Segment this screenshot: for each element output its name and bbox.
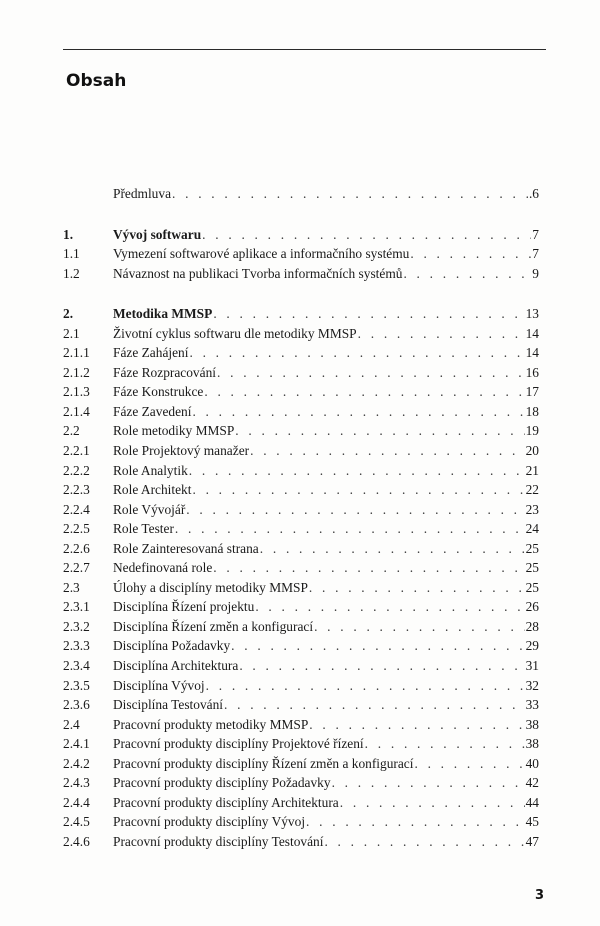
toc-entry-number: 2.4.2 xyxy=(63,755,90,771)
toc-entry-title: Disciplína Vývoj xyxy=(113,677,205,693)
toc-entry-title: Pracovní produkty disciplíny Testování xyxy=(113,833,324,849)
toc-entry[interactable] xyxy=(63,793,539,813)
toc-entry[interactable] xyxy=(63,617,539,637)
toc-entry-number: 2.2.1 xyxy=(63,443,90,459)
toc-entry-title: Disciplína Testování xyxy=(113,697,224,713)
toc-entry-page: 20 xyxy=(525,443,539,459)
toc-entry-number: 2.3.4 xyxy=(63,658,90,674)
toc-entry-title: Role Vývojář xyxy=(113,501,186,517)
toc-entry-number: 2.4.3 xyxy=(63,775,90,791)
toc-leader-dots xyxy=(324,832,524,852)
toc-entry-page: .6 xyxy=(528,186,539,201)
toc-entry-number: 2.4.4 xyxy=(63,794,90,810)
toc-entry-page: 38 xyxy=(525,736,539,752)
toc-leader-dots xyxy=(192,402,524,422)
toc-entry[interactable] xyxy=(63,832,539,852)
toc-entry[interactable] xyxy=(63,636,539,656)
toc-entry[interactable] xyxy=(63,519,539,539)
toc-entry-page: 32 xyxy=(525,677,539,693)
toc-entry-number: 2.4.1 xyxy=(63,736,90,752)
toc-entry-page: 28 xyxy=(525,618,539,634)
toc-leader-dots xyxy=(175,519,525,539)
toc-entry[interactable] xyxy=(63,578,539,598)
toc-entry-title: Návaznost na publikaci Tvorba informačních systémů xyxy=(113,265,403,281)
toc-leader-dots xyxy=(260,539,525,559)
toc-entry[interactable] xyxy=(63,324,539,344)
page-number: 3 xyxy=(535,888,545,903)
toc-entry-title: Fáze Konstrukce xyxy=(113,384,204,400)
table-of-contents xyxy=(63,184,539,852)
toc-entry[interactable] xyxy=(63,734,539,754)
toc-entry-page: 26 xyxy=(525,599,539,615)
toc-leader-dots xyxy=(365,734,525,754)
toc-entry[interactable] xyxy=(63,480,539,500)
toc-entry-page: 47 xyxy=(525,833,539,849)
toc-entry[interactable] xyxy=(63,244,539,264)
toc-leader-dots xyxy=(332,773,525,793)
toc-entry-number: 2.3 xyxy=(63,579,80,595)
toc-entry-number: 2.3.6 xyxy=(63,697,90,713)
toc-entry[interactable] xyxy=(63,402,539,422)
toc-leader-dots xyxy=(403,264,531,284)
toc-entry-number: 2.1.4 xyxy=(63,403,90,419)
toc-entry-number: 2.4.5 xyxy=(63,814,90,830)
toc-entry-page: 38 xyxy=(525,716,539,732)
toc-entry-page: 29 xyxy=(525,638,539,654)
toc-entry-page: 17 xyxy=(525,384,539,400)
toc-leader-dots xyxy=(172,184,528,204)
toc-leader-dots xyxy=(314,617,525,637)
toc-entry[interactable] xyxy=(63,264,539,284)
toc-entry[interactable] xyxy=(63,597,539,617)
toc-leader-dots xyxy=(340,793,525,813)
toc-entry[interactable] xyxy=(63,500,539,520)
toc-entry-title: Fáze Rozpracování xyxy=(113,364,216,380)
toc-entry-title: Pracovní produkty disciplíny Vývoj xyxy=(113,814,306,830)
toc-entry-number: 2.2 xyxy=(63,423,80,439)
toc-entry-title: Pracovní produkty disciplíny Projektové řízení xyxy=(113,736,364,752)
toc-entry[interactable] xyxy=(63,184,539,204)
toc-leader-dots xyxy=(358,324,525,344)
toc-entry-number: 2.4.6 xyxy=(63,833,90,849)
toc-entry-title: Role Projektový manažer xyxy=(113,443,250,459)
toc-entry-title: Disciplína Řízení změn a konfigurací xyxy=(113,618,314,634)
toc-leader-dots xyxy=(306,812,525,832)
toc-entry[interactable] xyxy=(63,715,539,735)
toc-entry-number: 2.1.1 xyxy=(63,345,90,361)
toc-entry-number: 2.1.3 xyxy=(63,384,90,400)
toc-entry-title: Disciplína Architektura xyxy=(113,658,239,674)
toc-entry-page: 16 xyxy=(525,364,539,380)
toc-entry-title: Role Zainteresovaná strana xyxy=(113,540,259,556)
toc-entry-number: 1. xyxy=(63,226,74,242)
toc-entry-page: 14 xyxy=(525,325,539,341)
toc-entry-title: Předmluva xyxy=(113,186,172,201)
toc-entry-number: 2.3.5 xyxy=(63,677,90,693)
toc-entry-title: Vymezení softwarové aplikace a informačního systému xyxy=(113,246,410,262)
toc-leader-dots xyxy=(204,382,524,402)
toc-leader-dots xyxy=(414,754,524,774)
toc-entry[interactable] xyxy=(63,773,539,793)
toc-entry-number: 2.2.4 xyxy=(63,501,90,517)
toc-leader-dots xyxy=(189,343,524,363)
toc-entry-page: 7 xyxy=(532,246,539,262)
toc-entry[interactable] xyxy=(63,812,539,832)
toc-entry-title: Pracovní produkty disciplíny Požadavky xyxy=(113,775,331,791)
toc-entry[interactable] xyxy=(63,343,539,363)
toc-entry-page: 33 xyxy=(525,697,539,713)
toc-entry-page: 24 xyxy=(525,521,539,537)
toc-leader-dots xyxy=(250,441,525,461)
toc-entry-title: Role Analytik xyxy=(113,462,188,478)
toc-entry-number: 2.2.5 xyxy=(63,521,90,537)
toc-entry-title: Vývoj softwaru xyxy=(113,226,202,242)
toc-leader-dots xyxy=(410,244,531,264)
toc-entry-title: Nedefinovaná role xyxy=(113,560,213,576)
toc-entry-page: 42 xyxy=(525,775,539,791)
toc-entry-number: 2.2.3 xyxy=(63,482,90,498)
toc-leader-dots xyxy=(189,461,525,481)
toc-entry-title: Pracovní produkty disciplíny Architektura xyxy=(113,794,339,810)
toc-entry-title: Role metodiky MMSP xyxy=(113,423,235,439)
toc-entry-number: 2.2.2 xyxy=(63,462,90,478)
toc-entry-page: 25 xyxy=(525,579,539,595)
toc-entry[interactable] xyxy=(63,304,539,324)
toc-entry-title: Metodika MMSP xyxy=(113,306,213,322)
toc-entry[interactable] xyxy=(63,225,539,245)
toc-entry-page: 31 xyxy=(525,658,539,674)
toc-entry-page: 40 xyxy=(525,755,539,771)
toc-entry-number: 2.1 xyxy=(63,325,80,341)
toc-entry-page: 19 xyxy=(525,423,539,439)
toc-leader-dots xyxy=(231,636,524,656)
toc-entry-number: 2.1.2 xyxy=(63,364,90,380)
toc-entry-number: 2. xyxy=(63,306,74,322)
toc-entry[interactable] xyxy=(63,539,539,559)
toc-leader-dots xyxy=(213,304,524,324)
toc-entry-number: 2.2.6 xyxy=(63,540,90,556)
toc-entry[interactable] xyxy=(63,441,539,461)
toc-entry-page: 13 xyxy=(525,306,539,322)
toc-entry-title: Role Tester xyxy=(113,521,174,537)
toc-leader-dots xyxy=(192,480,524,500)
toc-leader-dots xyxy=(239,656,524,676)
toc-entry-page: 44 xyxy=(525,794,539,810)
toc-entry-number: 2.3.3 xyxy=(63,638,90,654)
toc-entry-page: 21 xyxy=(525,462,539,478)
toc-entry-page: 9 xyxy=(532,265,539,281)
toc-leader-dots xyxy=(186,500,524,520)
toc-entry[interactable] xyxy=(63,363,539,383)
toc-entry-page: 25 xyxy=(525,560,539,576)
toc-entry-title: Pracovní produkty disciplíny Řízení změn a konfigurací xyxy=(113,755,414,771)
toc-entry-title: Fáze Zavedení xyxy=(113,403,192,419)
toc-leader-dots xyxy=(224,695,525,715)
toc-entry[interactable] xyxy=(63,421,539,441)
toc-entry[interactable] xyxy=(63,676,539,696)
toc-leader-dots xyxy=(202,225,531,245)
toc-entry-page: 45 xyxy=(525,814,539,830)
toc-entry-number: 2.4 xyxy=(63,716,80,732)
toc-entry[interactable] xyxy=(63,695,539,715)
toc-leader-dots xyxy=(309,578,525,598)
toc-entry-title: Fáze Zahájení xyxy=(113,345,189,361)
toc-entry[interactable] xyxy=(63,558,539,578)
toc-entry[interactable] xyxy=(63,656,539,676)
toc-entry-page: 25 xyxy=(525,540,539,556)
toc-entry-number: 1.1 xyxy=(63,246,80,262)
toc-entry-title: Disciplína Řízení projektu xyxy=(113,599,255,615)
toc-entry-title: Úlohy a disciplíny metodiky MMSP xyxy=(113,579,308,595)
toc-entry[interactable] xyxy=(63,461,539,481)
toc-leader-dots xyxy=(235,421,524,441)
toc-leader-dots xyxy=(213,558,524,578)
toc-entry-number: 1.2 xyxy=(63,265,80,281)
toc-entry-number: 2.3.1 xyxy=(63,599,90,615)
toc-entry[interactable] xyxy=(63,754,539,774)
toc-entry-title: Disciplína Požadavky xyxy=(113,638,231,654)
toc-leader-dots xyxy=(206,676,525,696)
toc-entry-title: Životní cyklus softwaru dle metodiky MMSP xyxy=(113,325,357,341)
toc-entry-number: 2.3.2 xyxy=(63,618,90,634)
toc-entry-page: 14 xyxy=(525,345,539,361)
toc-entry-title: Role Architekt xyxy=(113,482,192,498)
toc-entry-page: 18 xyxy=(525,403,539,419)
toc-leader-dots xyxy=(309,715,524,735)
toc-entry[interactable] xyxy=(63,382,539,402)
toc-entry-number: 2.2.7 xyxy=(63,560,90,576)
toc-leader-dots xyxy=(255,597,524,617)
header-rule xyxy=(63,49,546,50)
toc-entry-page: 23 xyxy=(525,501,539,517)
toc-entry-title: Pracovní produkty metodiky MMSP xyxy=(113,716,309,732)
toc-entry-page: 7 xyxy=(532,226,539,242)
toc-leader-dots xyxy=(217,363,525,383)
toc-entry-page: 22 xyxy=(525,482,539,498)
page-title: Obsah xyxy=(66,71,127,91)
